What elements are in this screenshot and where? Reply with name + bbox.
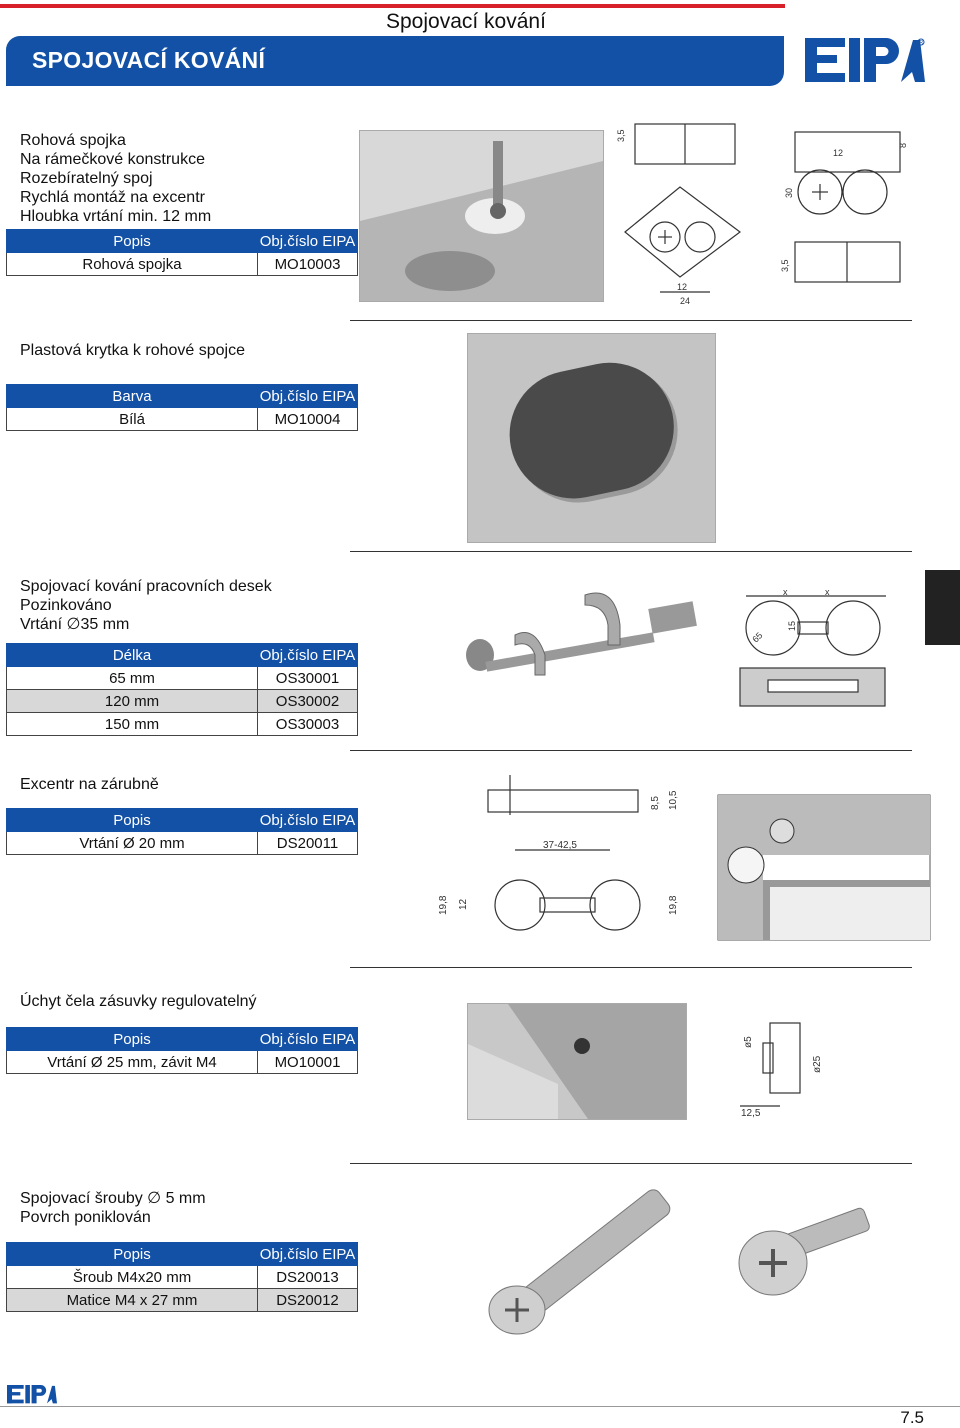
table-cell: Rohová spojka <box>7 253 258 276</box>
dim-label: ø5 <box>743 1036 754 1048</box>
spec-table <box>6 808 358 855</box>
section-line: Pozinkováno <box>20 597 112 614</box>
section-eccentric <box>20 775 159 794</box>
sleeve-nut-photo <box>485 1185 670 1355</box>
col-header: Popis <box>7 230 258 253</box>
section-heading: Excentr na zárubně <box>20 776 159 793</box>
dim-label: 8,5 <box>650 796 661 810</box>
table-cell: Bílá <box>7 408 258 431</box>
dim-label: ø25 <box>812 1055 823 1073</box>
divider <box>350 320 912 321</box>
table-cell: DS20012 <box>258 1289 358 1312</box>
dim-label: 3,5 <box>780 259 790 272</box>
corner-connector-photo <box>359 130 604 302</box>
col-header: Popis <box>7 1243 258 1266</box>
footer-rule <box>0 1406 960 1407</box>
spec-table <box>6 1242 358 1312</box>
dim-label: 12 <box>677 282 688 292</box>
spec-table <box>6 384 358 431</box>
section-line: Rozebíratelný spoj <box>20 170 153 187</box>
table-cell: DS20011 <box>258 832 358 855</box>
section-banner <box>6 36 784 86</box>
plastic-cover-photo <box>467 333 716 543</box>
table-cell: Vrtání Ø 25 mm, závit M4 <box>7 1051 258 1074</box>
top-red-line <box>0 4 785 8</box>
svg-text:R: R <box>919 40 924 46</box>
dim-label: 37-42,5 <box>543 840 577 851</box>
dim-label: 3,5 <box>616 129 626 142</box>
dim-label: 65 <box>750 630 765 645</box>
section-drawer-front <box>20 992 257 1011</box>
section-line: Vrtání ∅35 mm <box>20 616 130 633</box>
section-heading: Rohová spojka <box>20 132 126 149</box>
corner-connector-drawing <box>616 112 920 317</box>
spec-table <box>6 643 358 736</box>
eipa-logo <box>805 38 925 91</box>
table-cell: MO10003 <box>258 253 358 276</box>
dim-label: 30 <box>784 187 794 198</box>
dim-label: 12 <box>833 148 844 158</box>
table-cell: MO10004 <box>258 408 358 431</box>
col-header: Obj.číslo EIPA <box>258 1243 358 1266</box>
page-title: Spojovací kování <box>386 10 546 33</box>
table-cell: DS20013 <box>258 1266 358 1289</box>
section-line: Na rámečkové konstrukce <box>20 151 205 168</box>
table-cell: 65 mm <box>7 667 258 690</box>
worktop-connector-drawing <box>738 588 888 718</box>
dim-label: 24 <box>680 296 691 306</box>
section-line: Povrch poniklován <box>20 1209 151 1226</box>
col-header: Popis <box>7 809 258 832</box>
col-header: Popis <box>7 1028 258 1051</box>
dim-label: 15 <box>787 620 797 631</box>
divider <box>350 967 912 968</box>
dim-label: 12,5 <box>741 1108 761 1119</box>
drawer-front-photo <box>467 1003 687 1120</box>
dim-label: 8 <box>898 142 908 148</box>
spec-table <box>6 229 358 276</box>
divider <box>350 1163 912 1164</box>
banner-title: SPOJOVACÍ KOVÁNÍ <box>32 47 266 73</box>
table-cell: 150 mm <box>7 713 258 736</box>
drawer-front-drawing <box>735 1018 835 1123</box>
col-header: Obj.číslo EIPA <box>258 809 358 832</box>
table-cell: MO10001 <box>258 1051 358 1074</box>
section-line: Hloubka vrtání min. 12 mm <box>20 208 212 225</box>
page-number: 7.5 <box>900 1408 924 1427</box>
table-cell: 120 mm <box>7 690 258 713</box>
section-heading: Spojovací šrouby ∅ 5 mm <box>20 1190 206 1207</box>
dim-label: 19,8 <box>668 895 679 915</box>
spec-table <box>6 1027 358 1074</box>
col-header: Obj.číslo EIPA <box>258 385 358 408</box>
col-header: Obj.číslo EIPA <box>258 230 358 253</box>
table-cell: OS30001 <box>258 667 358 690</box>
col-header: Délka <box>7 644 258 667</box>
divider <box>350 551 912 552</box>
col-header: Barva <box>7 385 258 408</box>
col-header: Obj.číslo EIPA <box>258 644 358 667</box>
dim-label: 19,8 <box>438 895 449 915</box>
table-cell: OS30003 <box>258 713 358 736</box>
table-cell: Šroub M4x20 mm <box>7 1266 258 1289</box>
section-heading: Spojovací kování pracovních desek <box>20 578 272 595</box>
section-corner-connector <box>20 131 211 226</box>
table-cell: OS30002 <box>258 690 358 713</box>
worktop-connector-photo <box>460 585 705 710</box>
table-cell: Vrtání Ø 20 mm <box>7 832 258 855</box>
section-line: Rychlá montáž na excentr <box>20 189 205 206</box>
eccentric-photo <box>718 795 930 940</box>
col-header: Obj.číslo EIPA <box>258 1028 358 1051</box>
section-screws <box>20 1189 206 1227</box>
chapter-tab-marker <box>925 570 960 645</box>
section-worktop-connector <box>20 577 272 634</box>
section-plastic-cover <box>20 341 245 360</box>
dim-label: 10,5 <box>668 790 679 810</box>
dim-label: x <box>783 587 788 597</box>
table-cell: Matice M4 x 27 mm <box>7 1289 258 1312</box>
dim-label: x <box>825 587 830 597</box>
eccentric-drawing <box>430 770 690 940</box>
dim-label: 12 <box>458 898 469 910</box>
divider <box>350 750 912 751</box>
section-heading: Úchyt čela zásuvky regulovatelný <box>20 993 257 1010</box>
section-heading: Plastová krytka k rohové spojce <box>20 342 245 359</box>
screw-photo <box>735 1205 870 1315</box>
